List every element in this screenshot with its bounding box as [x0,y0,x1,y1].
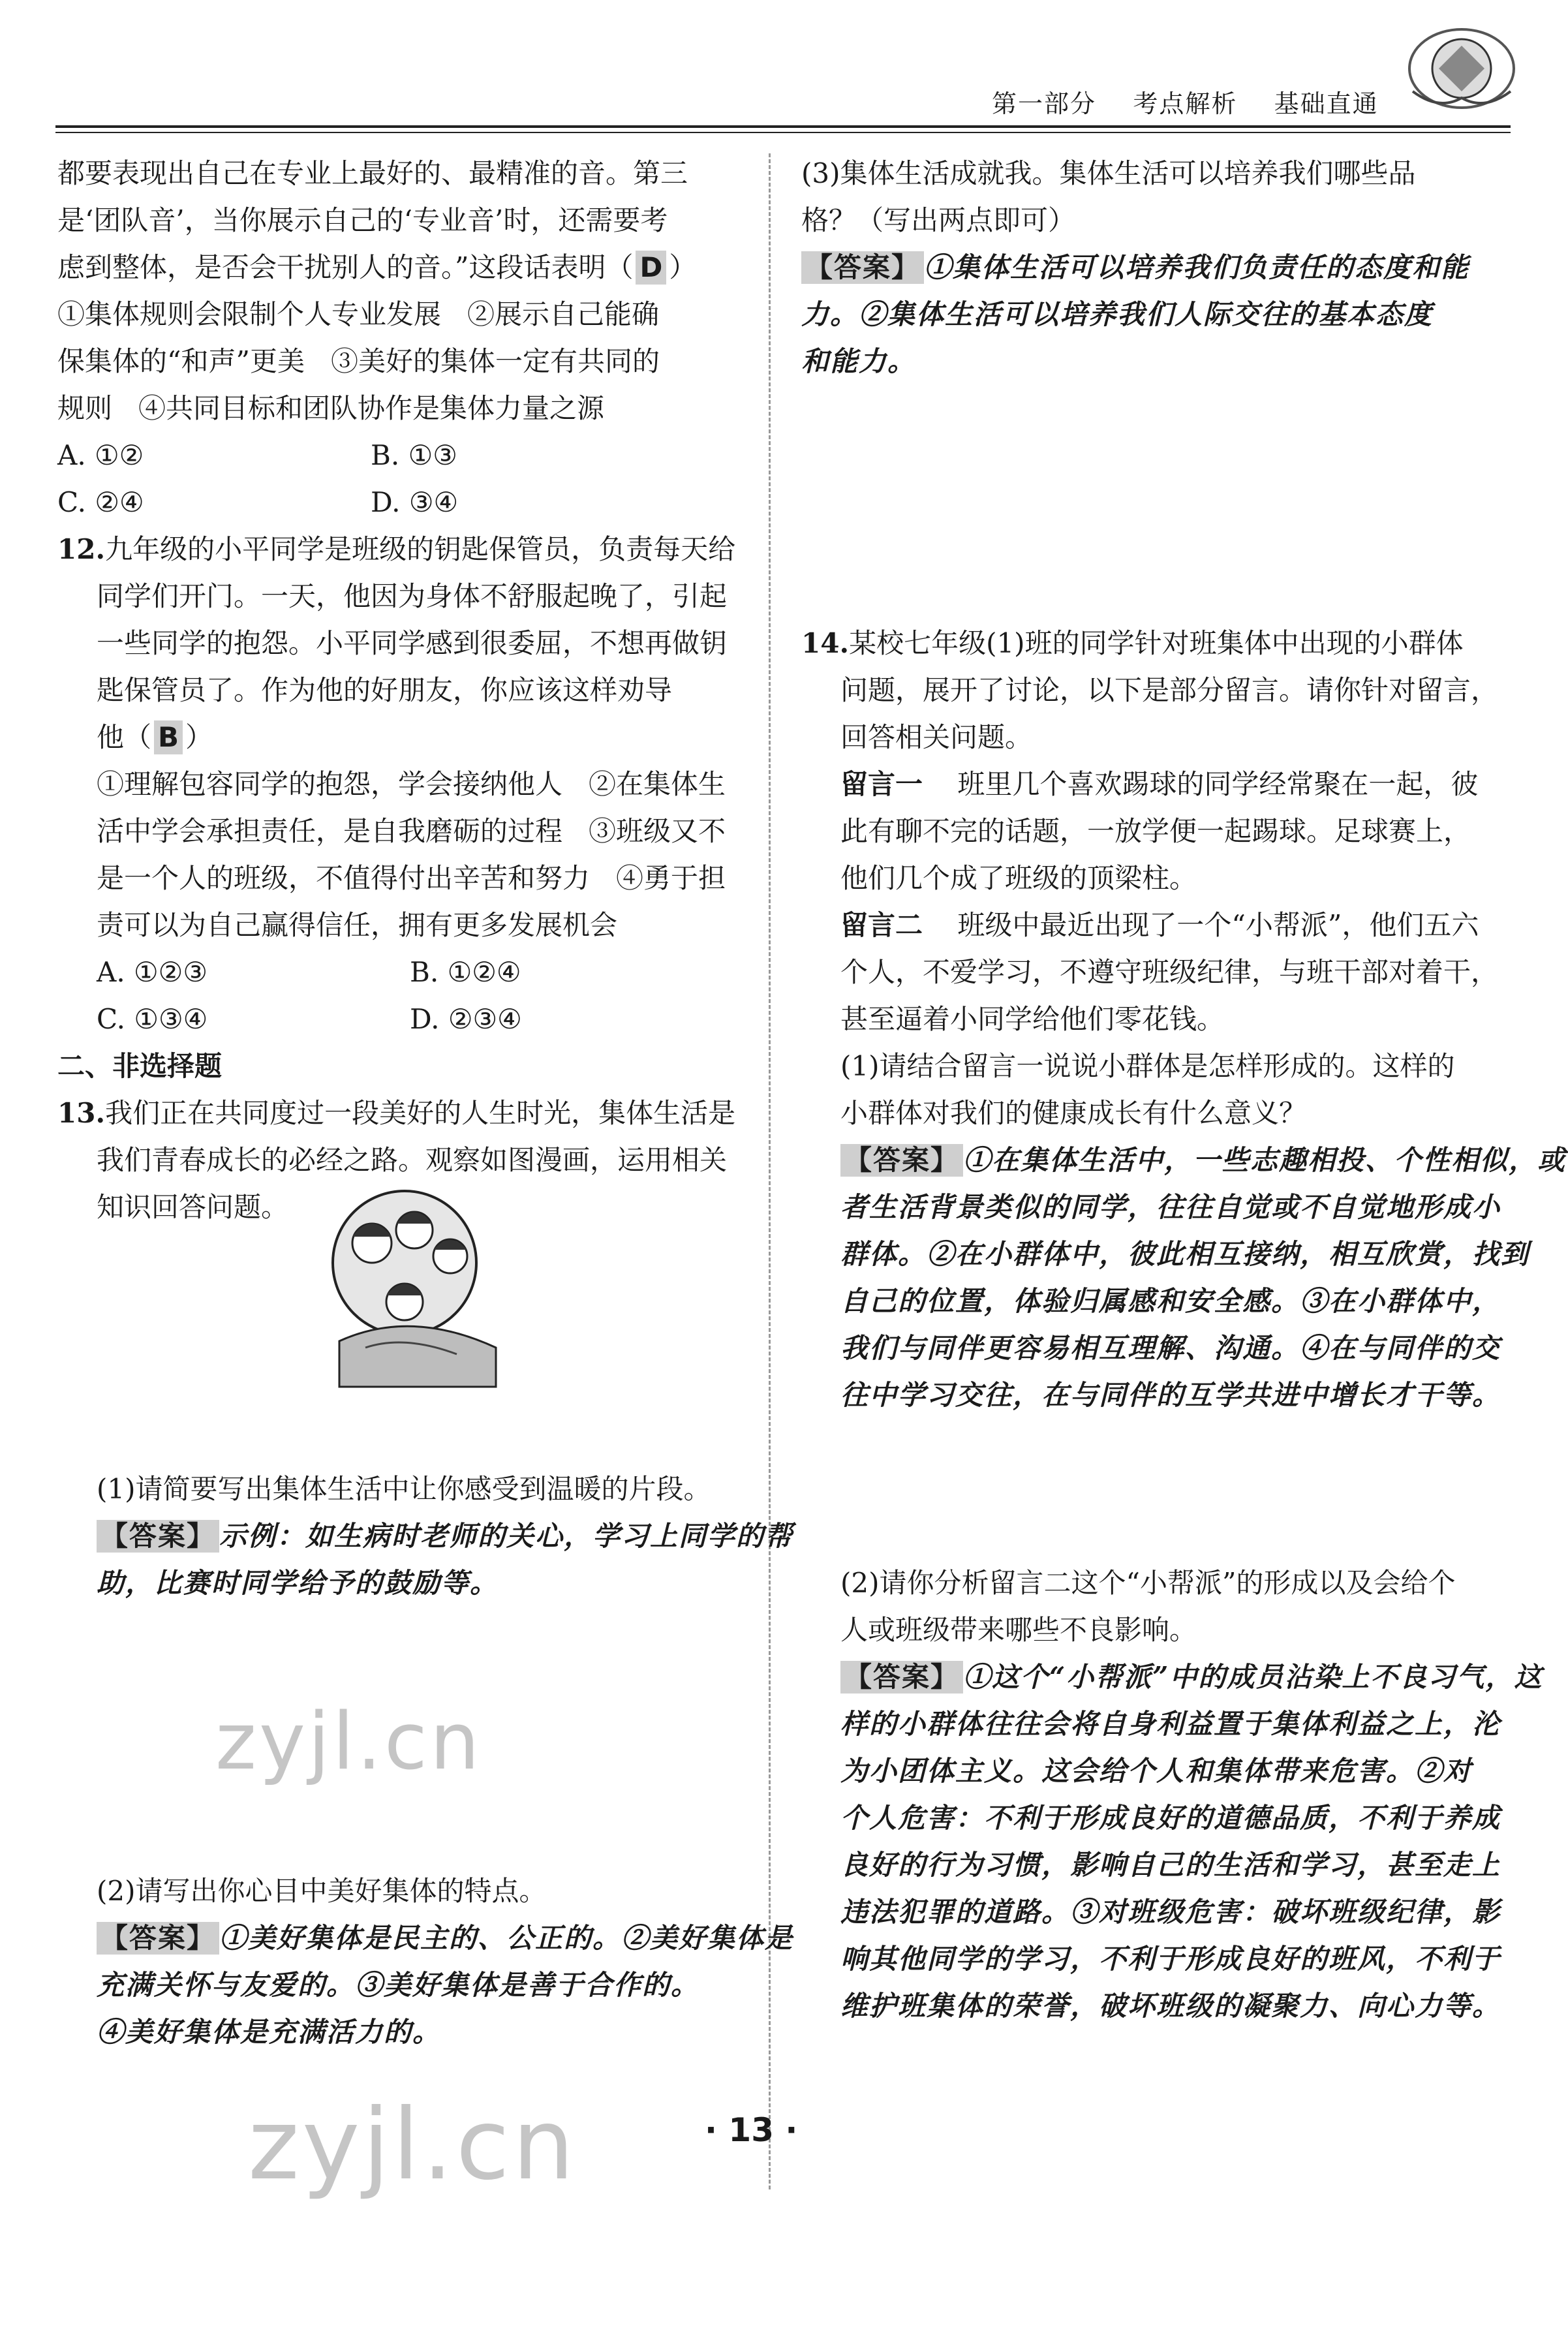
answer-line: 力。②集体生活可以培养我们人际交往的基本态度 [801,298,1434,330]
q13-sub1: (1)请简要写出集体生活中让你感受到温暖的片段。 [97,1473,711,1505]
q13-first-line [57,1090,746,1137]
answer-line: 者生活背景类似的同学，往往自觉或不自觉地形成小 [840,1191,1501,1223]
option-c: C. ①③④ [97,1003,208,1035]
q12-line: 活中学会承担责任，是自我磨砺的过程 ③班级又不 [97,815,726,847]
answer-line: 维护班集体的荣誉，破坏班级的凝聚力、向心力等。 [840,1990,1501,2022]
q12-line: 是一个人的班级，不值得付出辛苦和努力 ④勇于担 [97,862,726,894]
answer-tag: 【答案】 [801,251,924,284]
q14-line: 问题，展开了讨论，以下是部分留言。请你针对留言， [840,674,1499,706]
q12-line: 一些同学的抱怨。小平同学感到很委屈，不想再做钥 [97,627,728,659]
q11-line: 规则 ④共同目标和团队协作是集体力量之源 [57,392,605,424]
q11-line: 虑到整体，是否会干扰别人的音。”这段话表明（ [57,251,634,283]
q14-line: 某校七年级(1)班的同学针对班集体中出现的小群体 [849,627,1464,659]
header-section-title: 第一部分 考点解析 基础直通 [992,89,1379,118]
message-line: 班里几个喜欢踢球的同学经常聚在一起，彼 [957,768,1479,800]
q13-sub2: (2)请写出你心目中美好集体的特点。 [97,1875,547,1907]
book-emblem-icon [1400,20,1524,117]
q12-answer: B [154,720,183,754]
cartoon-illustration [326,1184,502,1393]
q14-first-line [801,620,1483,667]
q12-line: ①理解包容同学的抱怨，学会接纳他人 ②在集体生 [97,768,726,800]
answer-tag: 【答案】 [840,1144,963,1177]
answer-line: ①在集体生活中，一些志趣相投、个性相似，或 [963,1144,1567,1176]
option-a: A. ①②③ [97,956,208,988]
message-one [801,761,1483,808]
answer-line: 样的小群体往往会将自身利益置于集体利益之上，沦 [840,1708,1501,1740]
answer-line: 群体。②在小群体中，彼此相互接纳，相互欣赏，找到 [840,1238,1530,1270]
question-12 [57,526,746,1043]
q12-options-row [57,949,746,996]
answer-tag: 【答案】 [97,1922,219,1955]
q11-line: 是‘团队音’，当你展示自己的‘专业音’时，还需要考 [57,204,668,236]
answer-line: 我们与同伴更容易相互理解、沟通。④在与同伴的交 [840,1332,1501,1364]
q14-line: 回答相关问题。 [840,721,1033,753]
q14-sub2-line: 人或班级带来哪些不良影响。 [840,1614,1197,1646]
q13-line: 知识回答问题。 [97,1191,289,1223]
option-a: A. ①② [57,439,144,471]
answer-line: 为小团体主义。这会给个人和集体带来危害。②对 [840,1755,1473,1787]
message-line: 甚至逼着小同学给他们零花钱。 [840,1003,1225,1035]
answer-line: ①这个“小帮派”中的成员沾染上不良习气，这 [963,1661,1543,1693]
question-number: 12. [57,533,106,565]
q12-stem-end [57,714,746,761]
answer-line: 个人危害：不利于形成良好的道德品质，不利于养成 [840,1802,1501,1834]
message-two [801,902,1483,949]
watermark: zyjl.cn [215,1697,482,1787]
answer-line: 良好的行为习惯，影响自己的生活和学习，甚至走上 [840,1849,1501,1881]
paren-close: ） [185,721,213,753]
message-label: 留言二 [840,909,923,941]
header-rule-thin [55,132,1511,133]
q14-answer1 [801,1137,1567,1184]
answer-line: 往中学习交往，在与同伴的互学共进中增长才干等。 [840,1379,1501,1411]
message-label: 留言一 [840,768,923,800]
option-b: B. ①②④ [410,956,521,988]
q11-stem-end [57,244,746,291]
q11-options-row [57,432,746,479]
right-column [801,150,1567,2030]
answer-line: 示例：如生病时老师的关心，学习上同学的帮 [219,1520,794,1552]
question-14 [801,620,1567,2030]
q12-line: 责可以为自己赢得信任，拥有更多发展机会 [97,909,618,941]
q13-answer2 [57,1915,794,1962]
q13-line: 我们正在共同度过一段美好的人生时光，集体生活是 [105,1097,736,1129]
answer-line: 和能力。 [801,345,917,377]
q14-sub1-line: 小群体对我们的健康成长有什么意义？ [840,1097,1307,1129]
section-title: 二、非选择题 [57,1050,223,1082]
blank-space [801,1419,1483,1560]
answer-line: 响其他同学的学习，不利于形成良好的班风，不利于 [840,1943,1501,1975]
message-line: 他们几个成了班级的顶梁柱。 [840,862,1197,894]
q11-line: 都要表现出自己在专业上最好的、最精准的音。第三 [57,157,688,189]
q12-first-line [57,526,746,573]
q14-sub2-line: (2)请你分析留言二这个“小帮派”的形成以及会给个 [840,1567,1456,1599]
option-b: B. ①③ [371,439,457,471]
q12-line: 九年级的小平同学是班级的钥匙保管员，负责每天给 [105,533,736,565]
column-divider [769,153,771,2189]
answer-tag: 【答案】 [840,1661,963,1693]
q11-options-row [57,479,746,526]
q14-sub1-line: (1)请结合留言一说说小群体是怎样形成的。这样的 [840,1050,1455,1082]
answer-tag: 【答案】 [97,1520,219,1553]
answer-line: 充满关怀与友爱的。③美好集体是善于合作的。 [97,1969,700,2001]
q12-line: 匙保管员了。作为他的好朋友，你应该这样劝导 [97,674,673,706]
answer-line: ④美好集体是充满活力的。 [97,2016,442,2048]
header-rule [55,125,1511,128]
message-line: 班级中最近出现了一个“小帮派”，他们五六 [957,909,1479,941]
q13-answer3 [801,244,1483,291]
q11-line: 保集体的“和声”更美 ③美好的集体一定有共同的 [57,345,660,377]
q11-answer: D [636,251,666,285]
question-number: 13. [57,1097,106,1129]
answer-line: 违法犯罪的道路。③对班级危害：破坏班级纪律，影 [840,1896,1501,1928]
q12-options-row [57,996,746,1043]
q12-line: 同学们开门。一天，他因为身体不舒服起晚了，引起 [97,580,728,612]
q13-line: 我们青春成长的必经之路。观察如图漫画，运用相关 [97,1144,728,1176]
question-11 [57,150,746,526]
q11-line: ①集体规则会限制个人专业发展 ②展示自己能确 [57,298,660,330]
q14-answer2 [801,1654,1543,1701]
q12-line: 他（ [97,721,152,753]
answer-line: ①美好集体是民主的、公正的。②美好集体是 [219,1922,794,1954]
q13-sub3-line: (3)集体生活成就我。集体生活可以培养我们哪些品 [801,157,1416,189]
answer-line: 助，比赛时同学给予的鼓励等。 [97,1567,499,1599]
option-c: C. ②④ [57,486,144,518]
watermark: zyjl.cn [248,2088,577,2202]
page-header [0,0,1568,150]
answer-line: ①集体生活可以培养我们负责任的态度和能 [924,251,1470,283]
page-number: · 13 · [705,2111,798,2149]
q13-sub3-line: 格？（写出两点即可） [801,204,1076,236]
option-d: D. ②③④ [410,1003,522,1035]
question-number: 14. [801,627,850,659]
blank-space [801,385,1483,620]
paren-close: ） [669,251,697,283]
q13-answer1 [57,1513,794,1560]
message-line: 个人，不爱学习，不遵守班级纪律，与班干部对着干， [840,956,1499,988]
option-d: D. ③④ [371,486,459,518]
message-line: 此有聊不完的话题，一放学便一起踢球。足球赛上， [840,815,1471,847]
answer-line: 自己的位置，体验归属感和安全感。③在小群体中， [840,1285,1501,1317]
